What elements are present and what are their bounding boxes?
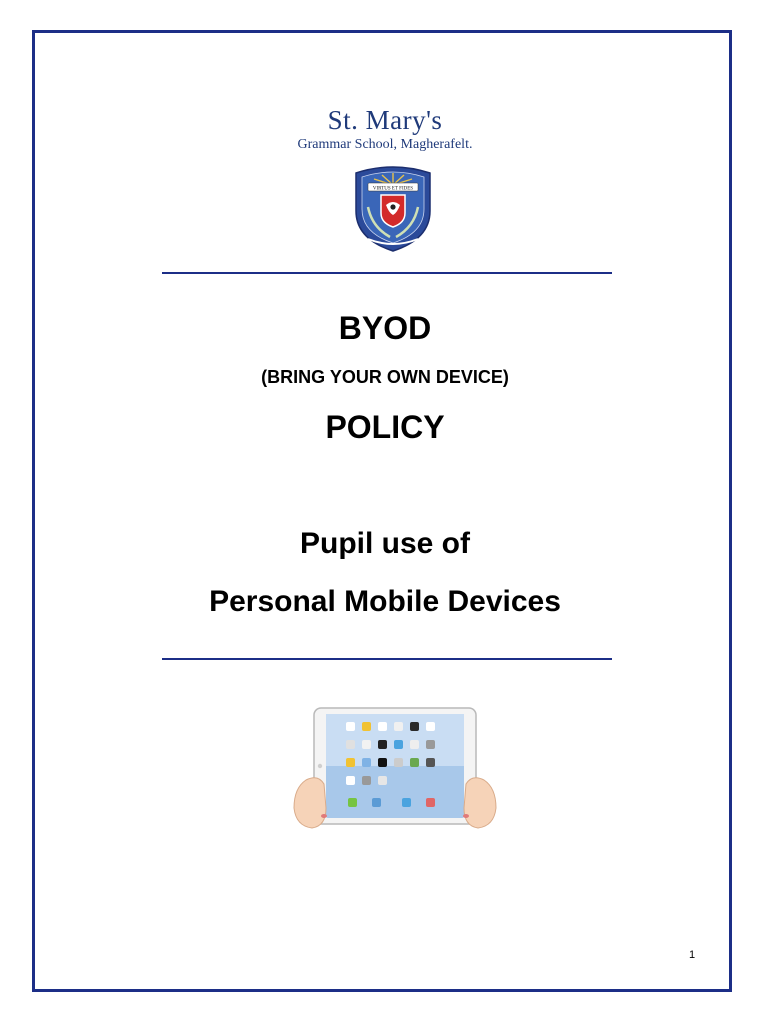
school-crest-icon [352, 163, 434, 253]
title-expansion: (BRING YOUR OWN DEVICE) [261, 367, 509, 387]
page-number: 1 [689, 949, 696, 961]
bottom-divider [162, 658, 612, 660]
top-divider [162, 272, 612, 274]
document-title: BYOD [338, 310, 432, 346]
school-name: St. Mary's [327, 105, 443, 135]
crest-motto: VIRTUS ET FIDES [372, 186, 414, 192]
subtitle-line-1: Pupil use of [299, 527, 470, 560]
tablet-in-hands-icon [290, 704, 500, 832]
subtitle-line-2: Personal Mobile Devices [209, 585, 561, 618]
policy-heading: POLICY [325, 409, 445, 445]
school-location: Grammar School, Magherafelt. [297, 137, 473, 152]
